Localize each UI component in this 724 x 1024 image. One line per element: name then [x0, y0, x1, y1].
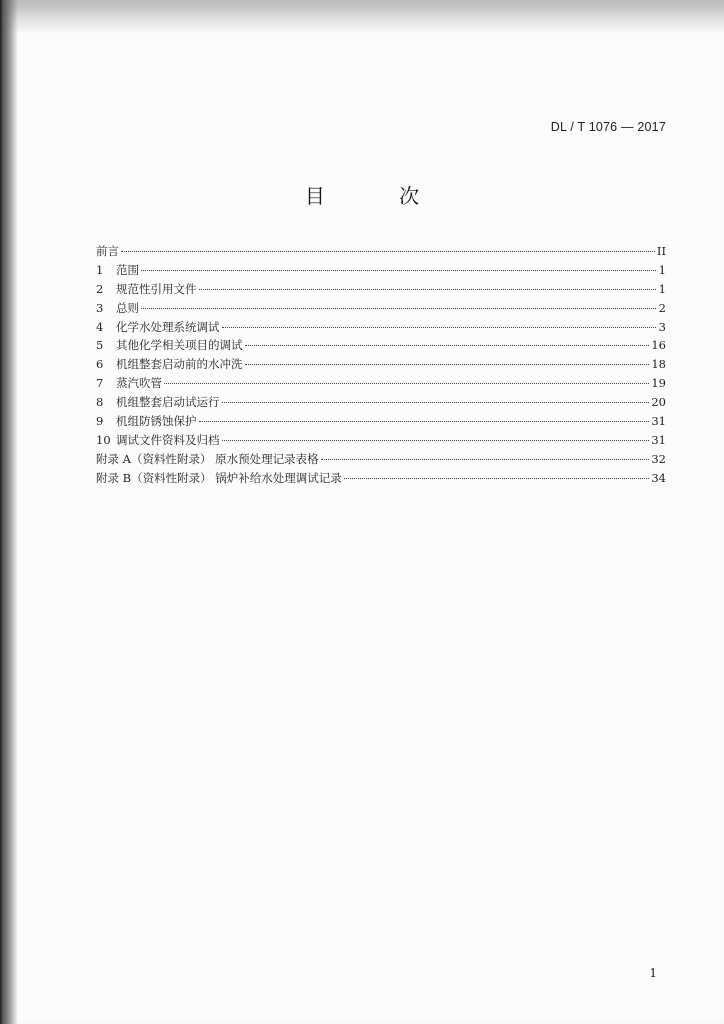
toc-entry-label: 范围 [116, 262, 139, 277]
toc-entry-title [96, 374, 162, 393]
toc-entry-page: 1 [658, 281, 666, 296]
toc-entry[interactable] [96, 374, 666, 393]
toc-entry-page: 3 [658, 319, 666, 334]
toc-entry-title [96, 355, 243, 374]
toc-entry-title [96, 280, 197, 299]
toc-entry-number: 10 [96, 432, 111, 447]
toc-entry-number: 2 [96, 281, 104, 296]
toc-entry-number: 7 [96, 376, 104, 391]
toc-entry[interactable] [96, 280, 666, 299]
toc-leader-dots [222, 326, 657, 328]
toc-entry-label: 前言 [96, 244, 119, 258]
toc-entry-page: 19 [651, 376, 666, 391]
toc-entry-title [96, 469, 342, 488]
toc-leader-dots [141, 269, 656, 271]
toc-entry[interactable] [96, 393, 666, 412]
toc-leader-dots [164, 382, 649, 384]
toc-entry[interactable] [96, 412, 666, 431]
toc-entry-title [96, 242, 119, 261]
toc-entry-number: 8 [96, 395, 104, 410]
toc-entry-number: 5 [96, 338, 104, 353]
toc-entry-page: II [656, 244, 666, 258]
toc-entry-title [96, 299, 139, 318]
page-number: 1 [649, 966, 657, 980]
toc-entry-label: 化学水处理系统调试 [116, 319, 220, 334]
toc-entry-number: 6 [96, 357, 104, 372]
toc-entry-number: 4 [96, 319, 104, 334]
toc-entry-label: 机组整套启动前的水冲洗 [116, 357, 243, 372]
toc-entry-title [96, 261, 139, 280]
toc-entry-number: 附录 A [96, 451, 131, 466]
scan-top-shadow [0, 0, 724, 34]
toc-entry-page: 18 [651, 357, 666, 372]
toc-entry-page: 34 [651, 470, 666, 485]
toc-entry-label: 机组整套启动试运行 [116, 395, 220, 410]
toc-leader-dots [222, 401, 650, 403]
toc-entry-number: 9 [96, 414, 104, 429]
toc-entry-page: 1 [658, 262, 666, 277]
toc-entry-title [96, 393, 220, 412]
page-title: 目 次 [304, 184, 454, 208]
toc-entry-label: 其他化学相关项目的调试 [116, 338, 243, 353]
toc-entry[interactable] [96, 355, 666, 374]
toc-entry-label: 总则 [116, 300, 139, 315]
toc-entry-title [96, 431, 220, 450]
toc-leader-dots [141, 307, 656, 309]
toc-leader-dots [222, 439, 650, 441]
toc-entry-label: 调试文件资料及归档 [116, 432, 220, 447]
toc-leader-dots [199, 420, 650, 422]
toc-leader-dots [199, 288, 657, 290]
toc-entry[interactable] [96, 318, 666, 337]
toc-leader-dots [321, 458, 650, 460]
toc-entry-title [96, 450, 319, 469]
toc-entry-number: 附录 B [96, 470, 132, 485]
toc-leader-dots [245, 344, 650, 346]
toc-entry[interactable] [96, 336, 666, 355]
toc-leader-dots [344, 477, 650, 479]
toc-entry-title [96, 318, 220, 337]
toc-entry-title [96, 412, 197, 431]
document-code: DL / T 1076 — 2017 [550, 120, 666, 134]
toc-leader-dots [121, 250, 655, 252]
scan-left-edge [0, 0, 18, 1024]
toc-entry-label: （资料性附录） 原水预处理记录表格 [130, 451, 319, 466]
toc-entry[interactable] [96, 469, 666, 488]
toc-entry-label: 规范性引用文件 [116, 281, 197, 296]
toc-entry-page: 31 [651, 414, 666, 429]
toc-entry-page: 31 [651, 432, 666, 447]
toc-entry[interactable] [96, 242, 666, 261]
toc-entry-number: 1 [96, 262, 104, 277]
toc-entry[interactable] [96, 431, 666, 450]
toc-entry-page: 32 [651, 451, 666, 466]
toc-entry-title [96, 336, 243, 355]
toc-entry-label: 蒸汽吹管 [116, 376, 162, 391]
table-of-contents [96, 242, 666, 488]
toc-entry-number: 3 [96, 300, 104, 315]
toc-entry[interactable] [96, 450, 666, 469]
toc-entry-page: 2 [658, 300, 666, 315]
toc-entry[interactable] [96, 299, 666, 318]
toc-entry-label: 机组防锈蚀保护 [116, 414, 197, 429]
toc-entry-label: （资料性附录） 锅炉补给水处理调试记录 [131, 470, 342, 485]
toc-entry-page: 20 [651, 395, 666, 410]
toc-leader-dots [245, 363, 650, 365]
toc-entry-page: 16 [651, 338, 666, 353]
toc-entry[interactable] [96, 261, 666, 280]
